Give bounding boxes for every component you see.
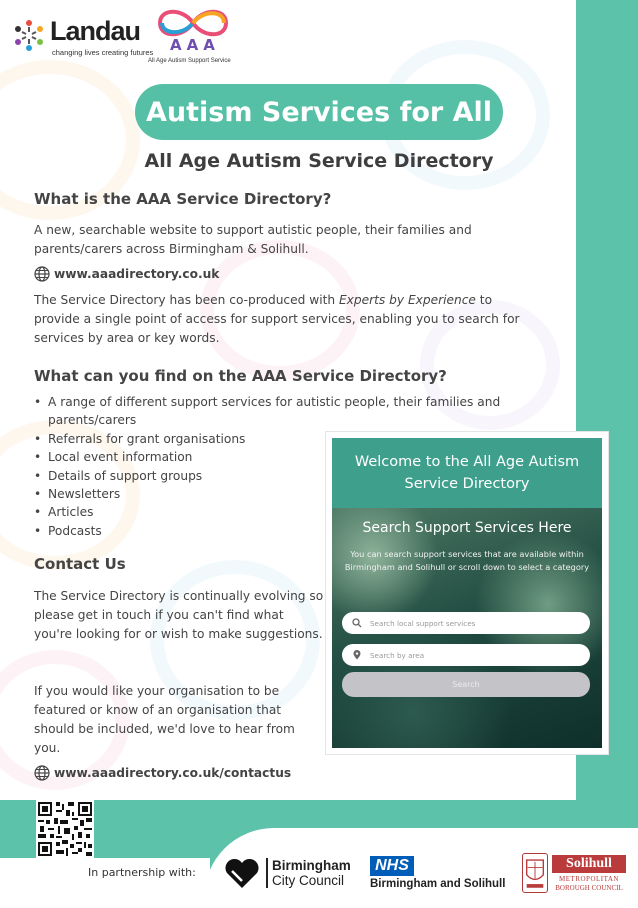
area-placeholder: Search by area bbox=[370, 650, 425, 660]
solihull-name: Solihull bbox=[552, 855, 626, 873]
solihull-borough-council: BOROUGH COUNCIL bbox=[555, 884, 623, 892]
aaa-letters: AAA bbox=[170, 36, 220, 54]
what-body-start: The Service Directory has been co-produced with bbox=[34, 293, 339, 307]
contact-para-2: If you would like your organisation to be featured or know of an organisation that should be included, we'd love to hear from you. bbox=[34, 684, 295, 755]
find-heading: What can you find on the AAA Service Directory? bbox=[34, 367, 447, 385]
contact-link-row[interactable] bbox=[34, 765, 291, 781]
what-body bbox=[34, 291, 534, 348]
list-item: • Local event information bbox=[34, 448, 554, 466]
services-placeholder: Search local support services bbox=[370, 618, 476, 628]
panel-search-title: Search Support Services Here bbox=[362, 520, 572, 536]
globe-icon bbox=[34, 266, 50, 282]
page-subtitle: All Age Autism Service Directory bbox=[144, 150, 494, 172]
what-intro: A new, searchable website to support autistic people, their families and parents/carers across Birmingham & Solihull. bbox=[34, 223, 472, 256]
solihull-metropolitan: METROPOLITAN bbox=[559, 875, 619, 883]
landau-name: Landau bbox=[50, 16, 141, 46]
area-search-input[interactable] bbox=[342, 644, 590, 666]
website-link[interactable]: www.aaadirectory.co.uk bbox=[54, 267, 220, 281]
website-link-row[interactable] bbox=[34, 266, 219, 282]
aaa-logo bbox=[148, 6, 238, 68]
contact-para-1: The Service Directory is continually evolving so please get in touch if you can't find what you're looking for or wish to make suggestions. bbox=[34, 589, 324, 641]
solihull-council-logo bbox=[520, 851, 628, 897]
panel-header bbox=[332, 438, 602, 508]
bcc-line-1: Birmingham bbox=[266, 858, 351, 873]
services-search-input[interactable] bbox=[342, 612, 590, 634]
landau-logo bbox=[12, 14, 154, 60]
panel-search-desc: You can search support services that are available within Birmingham and Solihull or scroll down to select a category bbox=[344, 549, 590, 572]
title-banner bbox=[135, 84, 503, 140]
birmingham-city-council-logo bbox=[224, 855, 364, 895]
page-title: Autism Services for All bbox=[145, 96, 493, 128]
partnership-label: In partnership with: bbox=[88, 866, 196, 879]
globe-icon bbox=[34, 765, 50, 781]
list-item: • Newsletters bbox=[34, 485, 554, 503]
contact-heading: Contact Us bbox=[34, 555, 126, 573]
experts-emphasis: Experts by Experience bbox=[338, 293, 476, 307]
panel-welcome: Welcome to the All Age Autism Service Directory bbox=[354, 454, 580, 492]
people-circle-icon bbox=[12, 18, 46, 52]
what-body-end: to provide a single point of access for support services, enabling you to search for services by area or key words. bbox=[34, 293, 520, 345]
website-preview-panel bbox=[326, 432, 608, 754]
infinity-icon bbox=[148, 6, 238, 40]
nhs-organisation: Birmingham and Solihull bbox=[370, 878, 506, 890]
contact-link[interactable]: www.aaadirectory.co.uk/contactus bbox=[54, 766, 292, 780]
search-icon bbox=[352, 618, 362, 628]
heart-icon bbox=[224, 858, 260, 890]
crest-icon bbox=[522, 853, 548, 893]
list-item: • Articles bbox=[34, 503, 554, 521]
bcc-line-2: City Council bbox=[266, 873, 344, 888]
list-item: • Referrals for grant organisations bbox=[34, 430, 554, 448]
nhs-badge: NHS bbox=[370, 856, 414, 876]
list-item: • Details of support groups bbox=[34, 467, 554, 485]
location-pin-icon bbox=[352, 650, 362, 660]
list-item: • Podcasts bbox=[34, 522, 554, 540]
search-button[interactable]: Search bbox=[342, 672, 590, 697]
panel-search-area bbox=[332, 508, 602, 748]
nhs-logo bbox=[370, 856, 520, 896]
aaa-subtitle: All Age Autism Support Service bbox=[148, 58, 231, 64]
qr-code-icon[interactable] bbox=[36, 800, 94, 858]
landau-tagline: changing lives creating futures bbox=[52, 48, 154, 57]
list-item: • A range of different support services for autistic people, their families and parents/carers bbox=[34, 393, 544, 430]
what-heading: What is the AAA Service Directory? bbox=[34, 190, 332, 208]
